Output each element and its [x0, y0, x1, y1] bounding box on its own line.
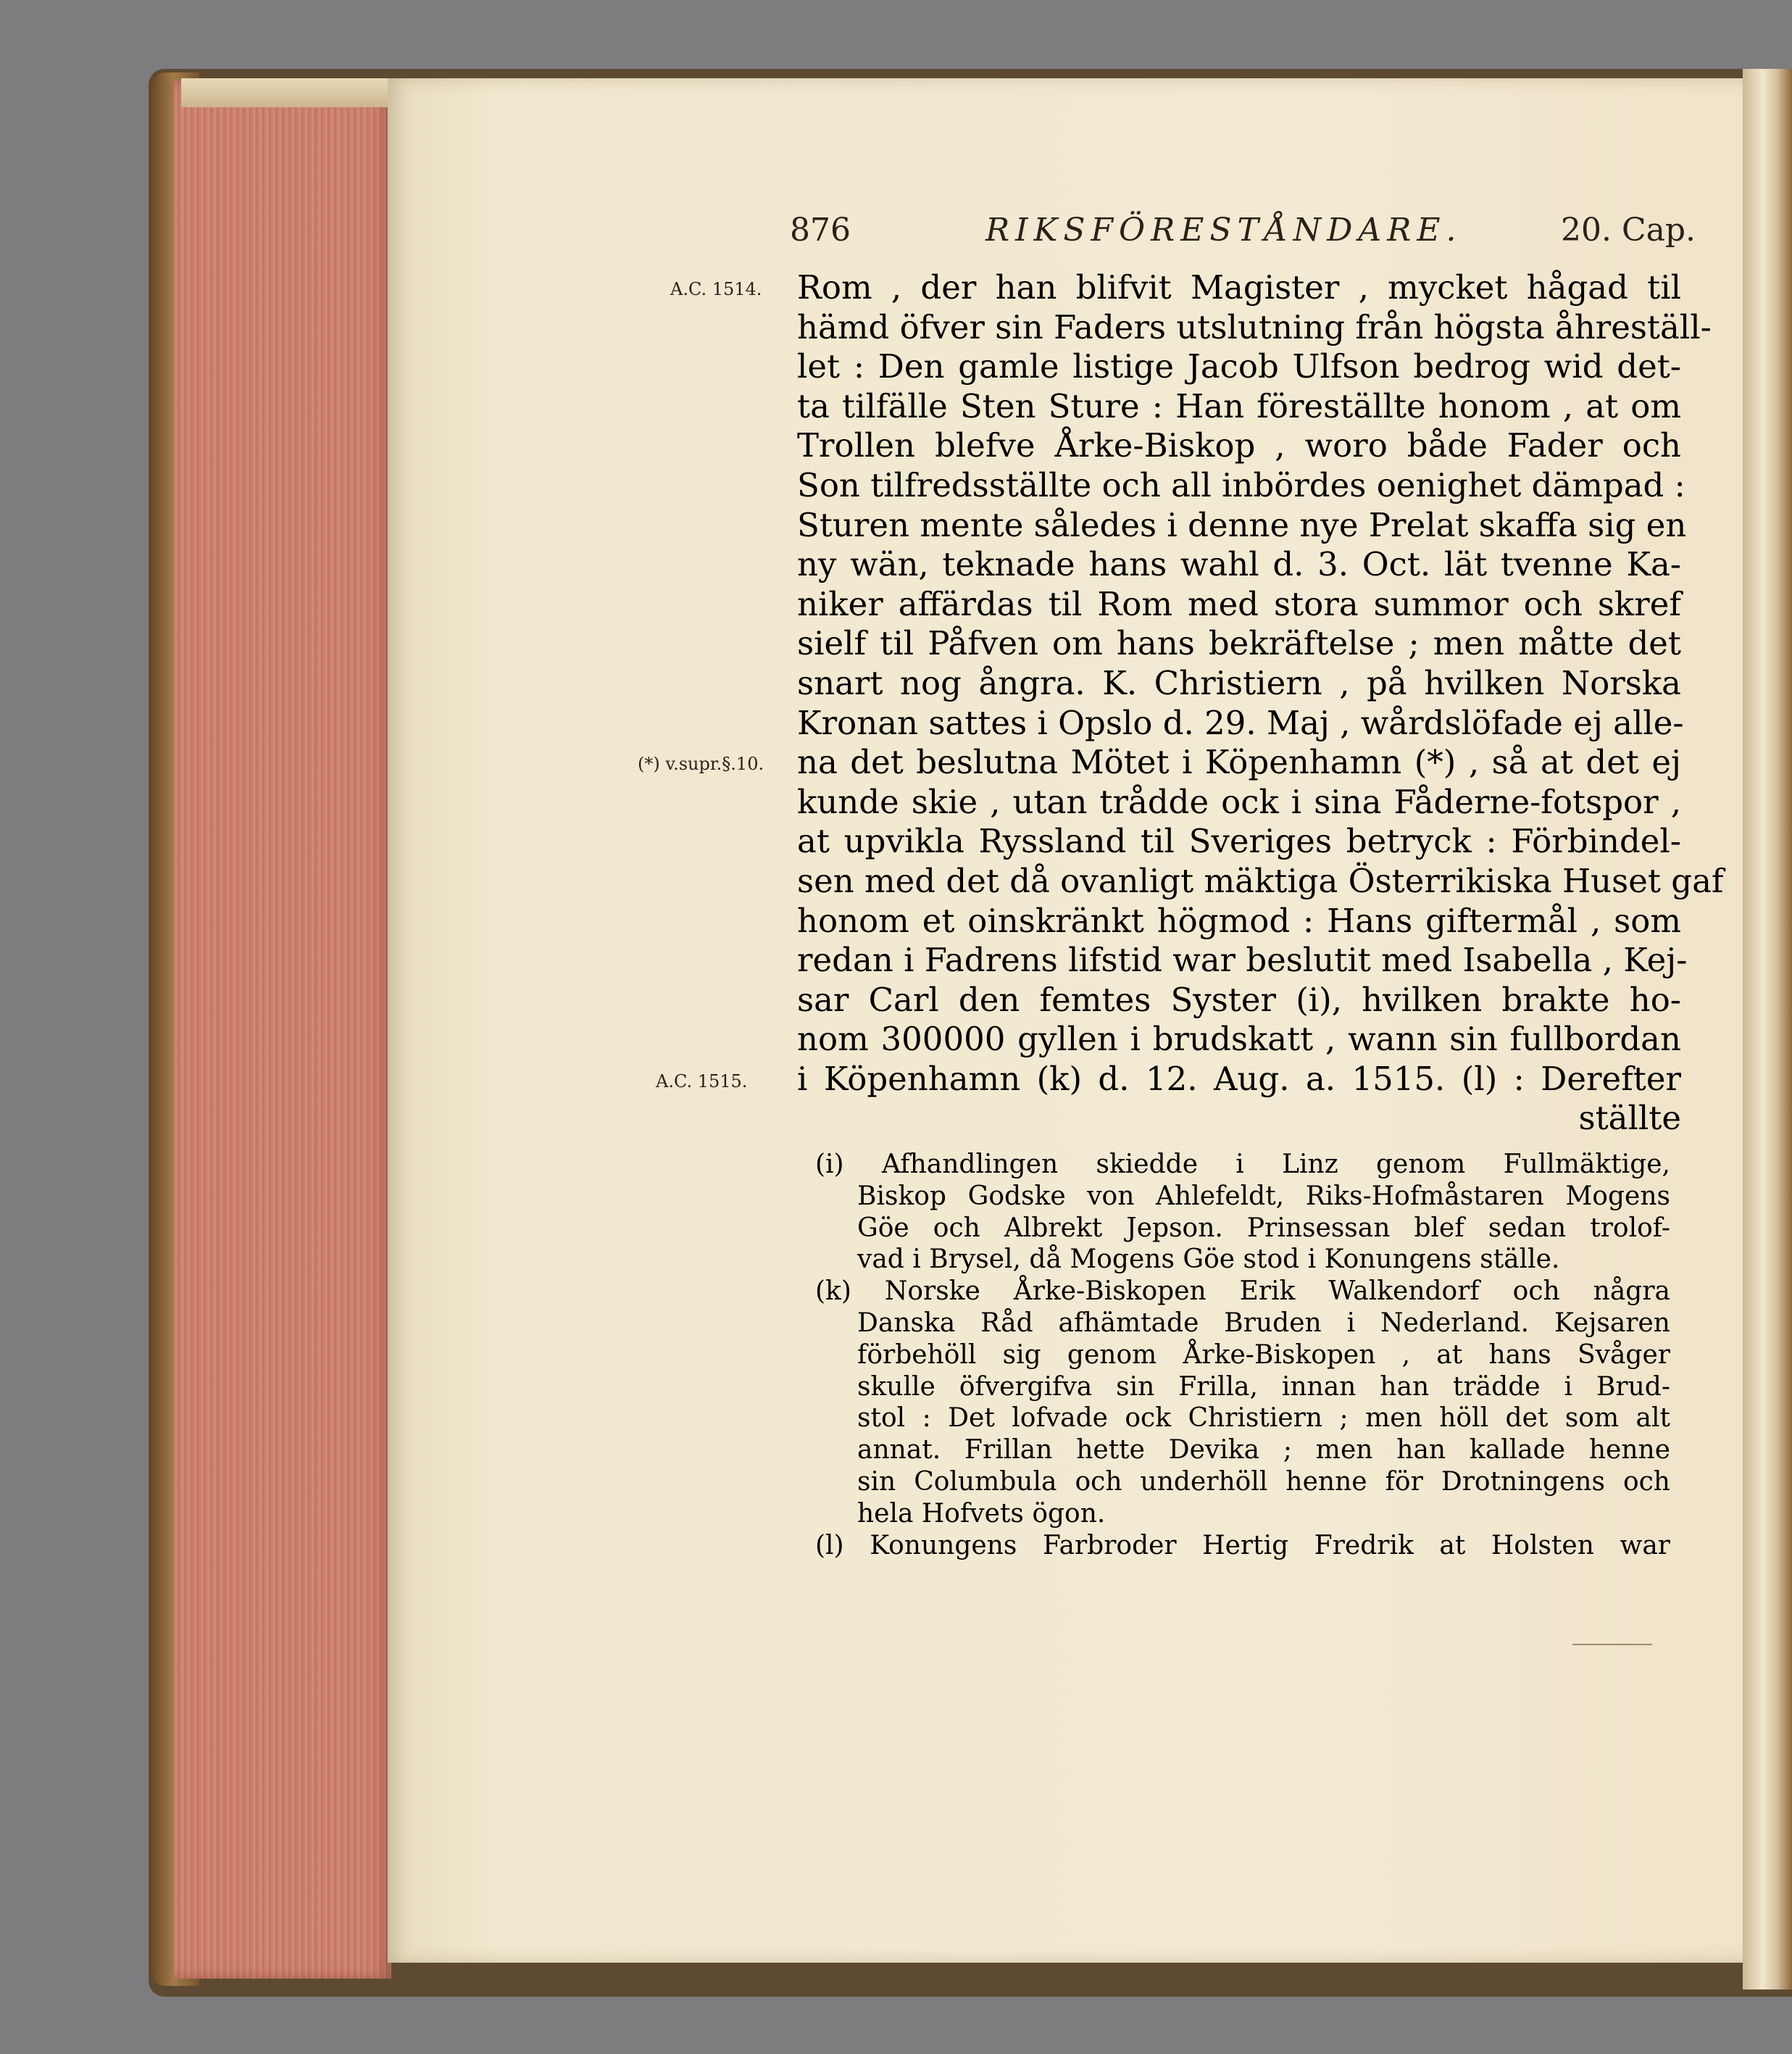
text-line: niker affärdas til Rom med stora summor och skref: [797, 584, 1681, 623]
footnote-line: hela Hofvets ögon.: [857, 1498, 1106, 1529]
text-line: hämd öfver sin Faders utslutning från högsta åhreställ-: [797, 307, 1712, 346]
footnote-line: sin Columbula och underhöll henne för Drotningens och: [857, 1466, 1670, 1497]
text-line: Son tilfredsställte och all inbördes oenighet dämpad :: [797, 465, 1685, 504]
footnote-line: (k) Norske Årke-Biskopen Erik Walkendorf och några: [815, 1276, 1670, 1307]
text-line: at upvikla Ryssland til Sveriges betryck : Förbindel-: [797, 822, 1681, 861]
text-line: honom et oinskränkt högmod : Hans giftermål , som: [797, 901, 1681, 940]
text-line: sen med det då ovanligt mäktiga Österrikiska Huset gaf: [797, 861, 1724, 900]
footnote-line: Biskop Godske von Ahlefeldt, Riks-Hofmåstaren Mogens: [857, 1181, 1670, 1211]
facing-page-edge: [1743, 69, 1792, 1989]
page-block-top: [181, 78, 391, 107]
text-line: ny wän, teknade hans wahl d. 3. Oct. lät tvenne Ka-: [797, 545, 1681, 584]
footnote-line: skulle öfvergifva sin Frilla, innan han trädde i Brud-: [857, 1371, 1670, 1402]
page-block-edges: [174, 80, 391, 1979]
text-line: Rom , der han blifvit Magister , mycket hågad til: [797, 268, 1681, 307]
text-line: let : Den gamle listige Jacob Ulfson bedrog wid det-: [797, 347, 1681, 386]
margin-note: A.C. 1515.: [656, 1071, 748, 1092]
catchword-rule: [1572, 1644, 1652, 1645]
page-number: 876: [790, 212, 851, 249]
footnote-line: (i) Afhandlingen skiedde i Linz genom Fullmäktige,: [815, 1149, 1670, 1179]
footnote-line: Danska Råd afhämtade Bruden i Nederland. Kejsaren: [857, 1307, 1670, 1338]
footnote-line: Göe och Albrekt Jepson. Prinsessan blef sedan trolof-: [857, 1213, 1670, 1243]
text-line: sielf til Påfven om hans bekräftelse ; men måtte det: [797, 624, 1681, 663]
text-line: nom 300000 gyllen i brudskatt , wann sin fullbordan: [797, 1020, 1681, 1059]
footnotes-block: [815, 1149, 1670, 1561]
text-line: Sturen mente således i denne nye Prelat skaffa sig en: [797, 505, 1687, 544]
main-text-block: [797, 268, 1724, 1139]
running-title: RIKSFÖRESTÅNDARE.: [985, 212, 1462, 249]
text-line: i Köpenhamn (k) d. 12. Aug. a. 1515. (l) : Derefter: [797, 1059, 1681, 1098]
text-line: redan i Fadrens lifstid war beslutit med Isabella , Kej-: [797, 941, 1688, 980]
chapter-label: 20. Cap.: [1560, 212, 1696, 249]
footnote-line: annat. Frillan hette Devika ; men han kallade henne: [857, 1435, 1670, 1465]
text-line: Trollen blefve Årke-Biskop , woro både Fader och: [797, 426, 1681, 465]
text-line: ta tilfälle Sten Sture : Han föreställte honom , at om: [797, 386, 1681, 425]
footnote-line: vad i Brysel, då Mogens Göe stod i Konungens ställe.: [857, 1244, 1560, 1275]
text-line: sar Carl den femtes Syster (i), hvilken brakte ho-: [797, 980, 1681, 1019]
text-line: kunde skie , utan trådde ock i sina Fåderne-fotspor ,: [797, 782, 1681, 821]
text-line: ställte: [1578, 1099, 1681, 1138]
running-header: [790, 212, 1696, 255]
footnote-line: stol : Det lofvade ock Christiern ; men höll det som alt: [857, 1403, 1670, 1434]
text-line: Kronan sattes i Opslo d. 29. Maj , wårdslöfade ej alle-: [797, 703, 1684, 742]
margin-note: A.C. 1514.: [670, 279, 762, 299]
footnote-line: (l) Konungens Farbroder Hertig Fredrik at Holsten war: [815, 1530, 1670, 1560]
footnote-line: förbehöll sig genom Årke-Biskopen , at hans Svåger: [857, 1339, 1670, 1370]
text-line: snart nog ångra. K. Christiern , på hvilken Norska: [797, 663, 1681, 702]
text-line: na det beslutna Mötet i Köpenhamn (*) , så at det ej: [797, 743, 1681, 782]
margin-note: (*) v.supr.§.10.: [638, 754, 764, 774]
